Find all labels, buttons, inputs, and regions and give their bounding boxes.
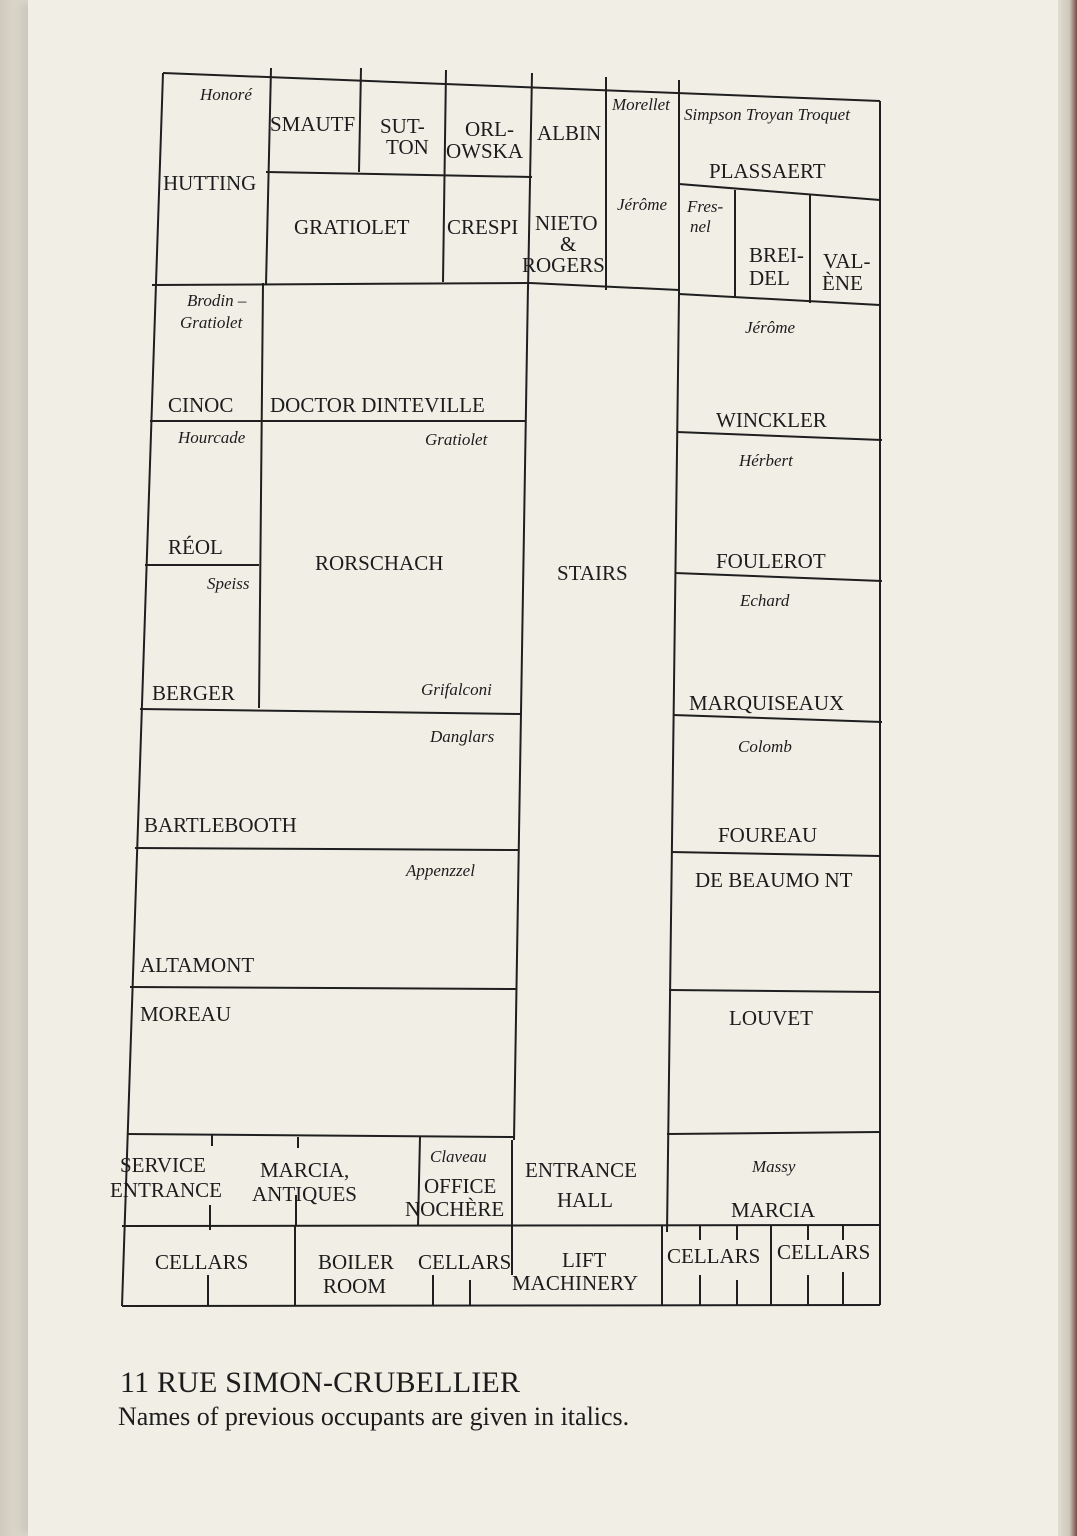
room-label-foureau: FOUREAU bbox=[718, 823, 818, 847]
previous-occupant-gratiolet: Gratiolet bbox=[425, 430, 488, 449]
previous-occupant-honore: Honoré bbox=[200, 85, 252, 104]
previous-occupant-jerome: Jérôme bbox=[745, 318, 796, 337]
room-label-moreau: MOREAU bbox=[140, 1002, 232, 1026]
room-label-cellars: CELLARS bbox=[418, 1250, 512, 1274]
room-label-sutton: TON bbox=[386, 135, 429, 159]
room-label-doctor-dinteville: DOCTOR DINTEVILLE bbox=[270, 393, 485, 417]
previous-occupant-fresnel: nel bbox=[690, 217, 711, 236]
room-label-altamont: ALTAMONT bbox=[140, 953, 255, 977]
room-label-nieto-rogers: NIETO bbox=[535, 211, 598, 235]
room-label-foulerot: FOULEROT bbox=[716, 549, 826, 573]
previous-occupant-appenzzel: Appenzzel bbox=[406, 861, 475, 880]
room-labels bbox=[110, 112, 870, 1298]
previous-occupant-speiss: Speiss bbox=[207, 574, 250, 593]
caption-subtitle: Names of previous occupants are given in italics. bbox=[118, 1402, 630, 1431]
room-label-orlowska: OWSKA bbox=[446, 139, 523, 163]
room-label-lift-machinery: LIFT bbox=[562, 1248, 607, 1272]
room-label-nieto-rogers: ROGERS bbox=[522, 253, 605, 277]
previous-occupant-morellet: Morellet bbox=[612, 95, 670, 114]
room-label-rorschach: RORSCHACH bbox=[315, 551, 444, 575]
room-label-albin: ALBIN bbox=[537, 121, 602, 145]
room-label-marcia-antiques: ANTIQUES bbox=[252, 1182, 357, 1206]
previous-occupant-hourcade: Hourcade bbox=[178, 428, 246, 447]
room-label-breidel: DEL bbox=[749, 266, 790, 290]
previous-occupant-colomb: Colomb bbox=[738, 737, 792, 756]
room-label-boiler-room: ROOM bbox=[323, 1274, 387, 1298]
room-label-sutton: SUT- bbox=[380, 114, 425, 138]
previous-occupant-brodin-gratiolet: Brodin – bbox=[187, 291, 247, 310]
room-label-cellars: CELLARS bbox=[777, 1240, 871, 1264]
previous-occupant-fresnel: Fres- bbox=[687, 197, 724, 216]
room-label-reol: RÉOL bbox=[168, 535, 223, 559]
room-label-breidel: BREI- bbox=[749, 243, 804, 267]
room-label-valene: ÈNE bbox=[822, 271, 863, 295]
room-label-cellars: CELLARS bbox=[667, 1244, 761, 1268]
room-label-service-entrance: SERVICE bbox=[120, 1153, 206, 1177]
previous-occupant-grifalconi: Grifalconi bbox=[421, 680, 492, 699]
room-label-orlowska: ORL- bbox=[465, 117, 514, 141]
room-label-boiler-room: BOILER bbox=[318, 1250, 394, 1274]
room-label-smautf: SMAUTF bbox=[270, 112, 356, 136]
room-label-hutting: HUTTING bbox=[163, 171, 257, 195]
room-label-nieto-rogers: & bbox=[560, 232, 577, 256]
room-label-de-beaumont: DE BEAUMO NT bbox=[695, 868, 853, 892]
room-label-entrance-hall: HALL bbox=[557, 1188, 613, 1212]
room-label-winckler: WINCKLER bbox=[716, 408, 827, 432]
room-label-crespi: CRESPI bbox=[447, 215, 519, 239]
room-label-stairs: STAIRS bbox=[557, 561, 628, 585]
room-label-louvet: LOUVET bbox=[729, 1006, 813, 1030]
previous-occupant-echard: Echard bbox=[740, 591, 790, 610]
previous-occupant-simpson-troyan-troquet: Simpson Troyan Troquet bbox=[684, 105, 850, 124]
room-label-gratiolet: GRATIOLET bbox=[294, 215, 410, 239]
previous-occupant-jerome: Jérôme bbox=[617, 195, 668, 214]
room-label-entrance-hall: ENTRANCE bbox=[525, 1158, 637, 1182]
room-label-bartlebooth: BARTLEBOOTH bbox=[144, 813, 297, 837]
room-label-marquiseaux: MARQUISEAUX bbox=[689, 691, 845, 715]
room-label-cellars: CELLARS bbox=[155, 1250, 249, 1274]
previous-occupant-herbert: Hérbert bbox=[739, 451, 793, 470]
room-label-office-nochere: NOCHÈRE bbox=[405, 1197, 505, 1221]
previous-occupant-massy: Massy bbox=[752, 1157, 796, 1176]
room-label-service-entrance: ENTRANCE bbox=[110, 1178, 222, 1202]
previous-occupant-danglars: Danglars bbox=[430, 727, 495, 746]
room-label-plassaert: PLASSAERT bbox=[709, 159, 826, 183]
previous-occupant-claveau: Claveau bbox=[430, 1147, 487, 1166]
room-label-lift-machinery: MACHINERY bbox=[512, 1271, 639, 1295]
room-label-berger: BERGER bbox=[152, 681, 235, 705]
caption-title: 11 RUE SIMON-CRUBELLIER bbox=[120, 1366, 521, 1399]
previous-occupant-brodin-gratiolet: Gratiolet bbox=[180, 313, 243, 332]
room-label-marcia-antiques: MARCIA, bbox=[260, 1158, 350, 1182]
room-label-marcia: MARCIA bbox=[731, 1198, 816, 1222]
room-label-office-nochere: OFFICE bbox=[424, 1174, 497, 1198]
room-label-cinoc: CINOC bbox=[168, 393, 234, 417]
room-label-valene: VAL- bbox=[823, 249, 871, 273]
